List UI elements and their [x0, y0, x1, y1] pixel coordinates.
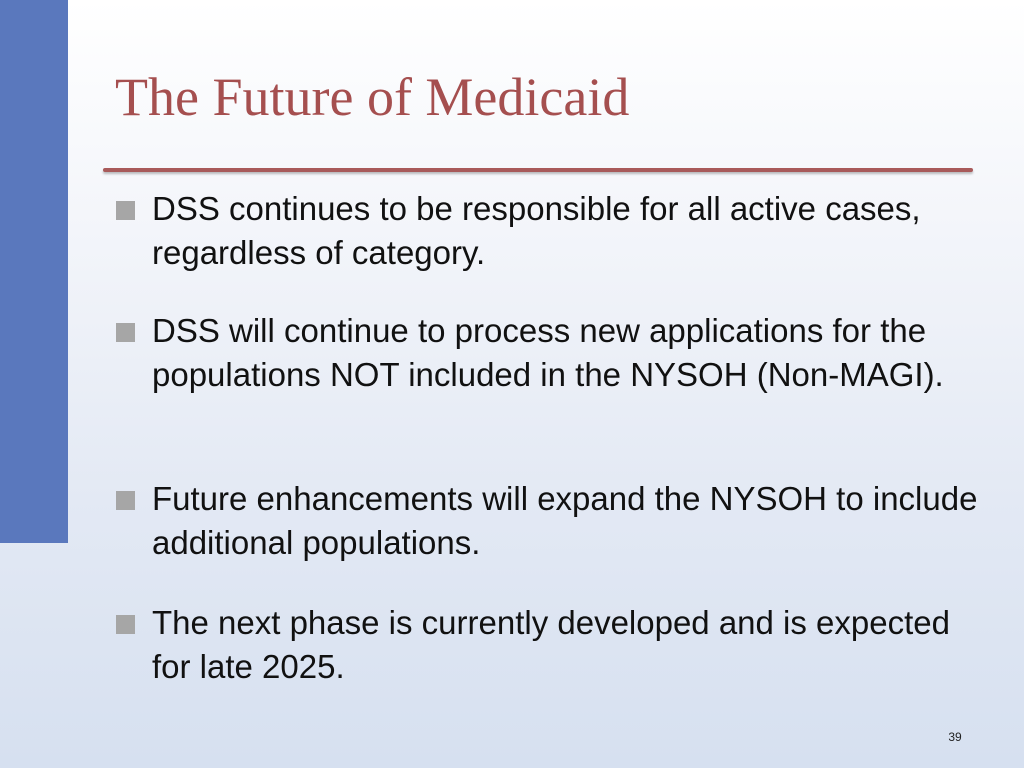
bullet-text: DSS continues to be responsible for all active cases, regardless of category.: [152, 190, 921, 271]
slide-title: The Future of Medicaid: [115, 67, 630, 127]
title-divider: [103, 168, 973, 172]
decorative-side-bar: [0, 0, 68, 543]
square-bullet-icon: [116, 491, 135, 510]
slide-number: 39: [948, 730, 962, 744]
square-bullet-icon: [116, 323, 135, 342]
square-bullet-icon: [116, 615, 135, 634]
bullet-text: DSS will continue to process new applications for the populations NOT included in the NYSOH (Non-MAGI).: [152, 312, 944, 393]
square-bullet-icon: [116, 201, 135, 220]
bullet-text: The next phase is currently developed and is expected for late 2025.: [152, 604, 950, 685]
bullet-text: Future enhancements will expand the NYSOH to include additional populations.: [152, 480, 978, 561]
